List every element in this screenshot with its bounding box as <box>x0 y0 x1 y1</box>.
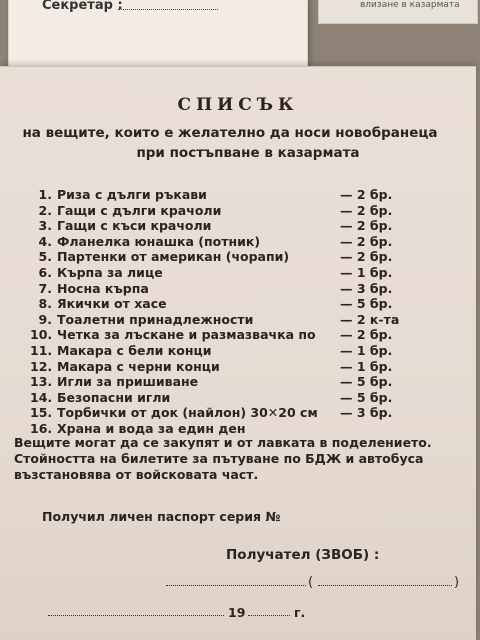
item-number: 12. <box>30 358 53 374</box>
secretary-signature-line <box>118 9 218 10</box>
item-text: Торбички от док (найлон) 30✕20 см <box>57 405 318 421</box>
list-item <box>30 265 450 281</box>
item-quantity: — 3 бр. <box>340 280 393 296</box>
list-item <box>30 327 450 343</box>
paren-close: ) <box>454 575 460 590</box>
subtitle-line-2: при постъпване в казармата <box>136 145 360 161</box>
item-text: Носна кърпа <box>57 280 149 296</box>
subtitle-line-1: на вещите, които е желателно да носи новобранеца <box>22 125 438 141</box>
item-text: Макара с черни конци <box>57 358 220 374</box>
item-text: Игли за пришиване <box>57 374 199 390</box>
item-quantity: — 1 бр. <box>340 264 393 280</box>
item-text: Гащи с къси крачоли <box>57 218 212 234</box>
item-text: Кърпа за лице <box>57 264 163 280</box>
date-line <box>48 605 338 621</box>
list-item <box>30 249 450 265</box>
item-number: 8. <box>38 296 52 312</box>
item-number: 5. <box>38 249 52 265</box>
item-quantity: — 2 бр. <box>340 202 393 218</box>
item-number: 15. <box>30 405 53 421</box>
note-line: възстановява от войсковата част. <box>14 467 259 482</box>
item-number: 4. <box>38 233 52 249</box>
list-item <box>30 203 450 219</box>
secretary-label: Секретар : <box>42 0 123 13</box>
item-quantity: — 3 бр. <box>340 405 393 421</box>
signature-dots <box>166 585 306 586</box>
item-quantity: — 2 бр. <box>340 218 393 234</box>
year-suffix: г. <box>294 605 306 620</box>
item-quantity: — 2 бр. <box>340 249 393 265</box>
item-number: 2. <box>38 202 52 218</box>
item-text: Фланелка юнашка (потник) <box>57 233 261 249</box>
item-number: 11. <box>30 342 53 358</box>
item-number: 9. <box>38 311 52 327</box>
year-dots <box>248 615 290 616</box>
list-item <box>30 374 450 390</box>
item-number: 16. <box>30 420 53 436</box>
item-text: Храна и вода за един ден <box>57 420 246 436</box>
list-item <box>30 187 450 203</box>
item-number: 3. <box>38 218 52 234</box>
item-quantity: — 5 бр. <box>340 389 393 405</box>
year-prefix: 19 <box>228 605 246 620</box>
item-text: Гащи с дълги крачоли <box>57 202 222 218</box>
item-number: 1. <box>38 187 52 202</box>
item-text: Четка за лъскане и размазвачка по <box>57 327 316 343</box>
list-item <box>30 218 450 234</box>
item-text: Партенки от американ (чорапи) <box>57 249 290 265</box>
document-sheet <box>0 66 476 640</box>
item-quantity: — 5 бр. <box>340 296 393 312</box>
item-quantity: — 2 бр. <box>340 233 393 249</box>
note-line: Стойността на билетите за пътуване по БДЖ и автобуса <box>14 451 424 466</box>
document-title: СПИСЪК <box>177 95 299 115</box>
item-number: 10. <box>30 327 53 343</box>
item-number: 6. <box>38 264 52 280</box>
list-item <box>30 343 450 359</box>
item-quantity: — 2 бр. <box>340 187 393 202</box>
recipient-label: Получател (ЗВОБ) : <box>226 547 380 563</box>
upper-right-text: влизане в казармата <box>360 0 460 10</box>
list-item <box>30 281 450 297</box>
item-text: Риза с дълги ръкави <box>57 187 207 202</box>
signature-line <box>166 575 462 591</box>
item-text: Якички от хасе <box>57 296 167 312</box>
item-number: 13. <box>30 374 53 390</box>
list-item <box>30 234 450 250</box>
name-dots <box>318 585 452 586</box>
list-item <box>30 312 450 328</box>
item-number: 14. <box>30 389 53 405</box>
list-item <box>30 405 450 421</box>
item-text: Макара с бели конци <box>57 342 212 358</box>
item-number: 7. <box>38 280 52 296</box>
paren-open: ( <box>308 575 314 590</box>
note-block <box>14 435 474 483</box>
note-line: Вещите могат да се закупят и от лавката в поделението. <box>14 435 432 450</box>
item-text: Тоалетни принадлежности <box>57 311 254 327</box>
items-list <box>30 187 450 437</box>
item-quantity: — 1 бр. <box>340 342 393 358</box>
list-item <box>30 390 450 406</box>
item-quantity: — 2 бр. <box>340 327 393 343</box>
item-quantity: — 5 бр. <box>340 374 393 390</box>
date-dots <box>48 615 224 616</box>
list-item <box>30 296 450 312</box>
item-text: Безопасни игли <box>57 389 171 405</box>
passport-label: Получил личен паспорт серия № <box>42 509 281 524</box>
item-quantity: — 2 к-та <box>340 311 400 327</box>
list-item <box>30 359 450 375</box>
item-quantity: — 1 бр. <box>340 358 393 374</box>
